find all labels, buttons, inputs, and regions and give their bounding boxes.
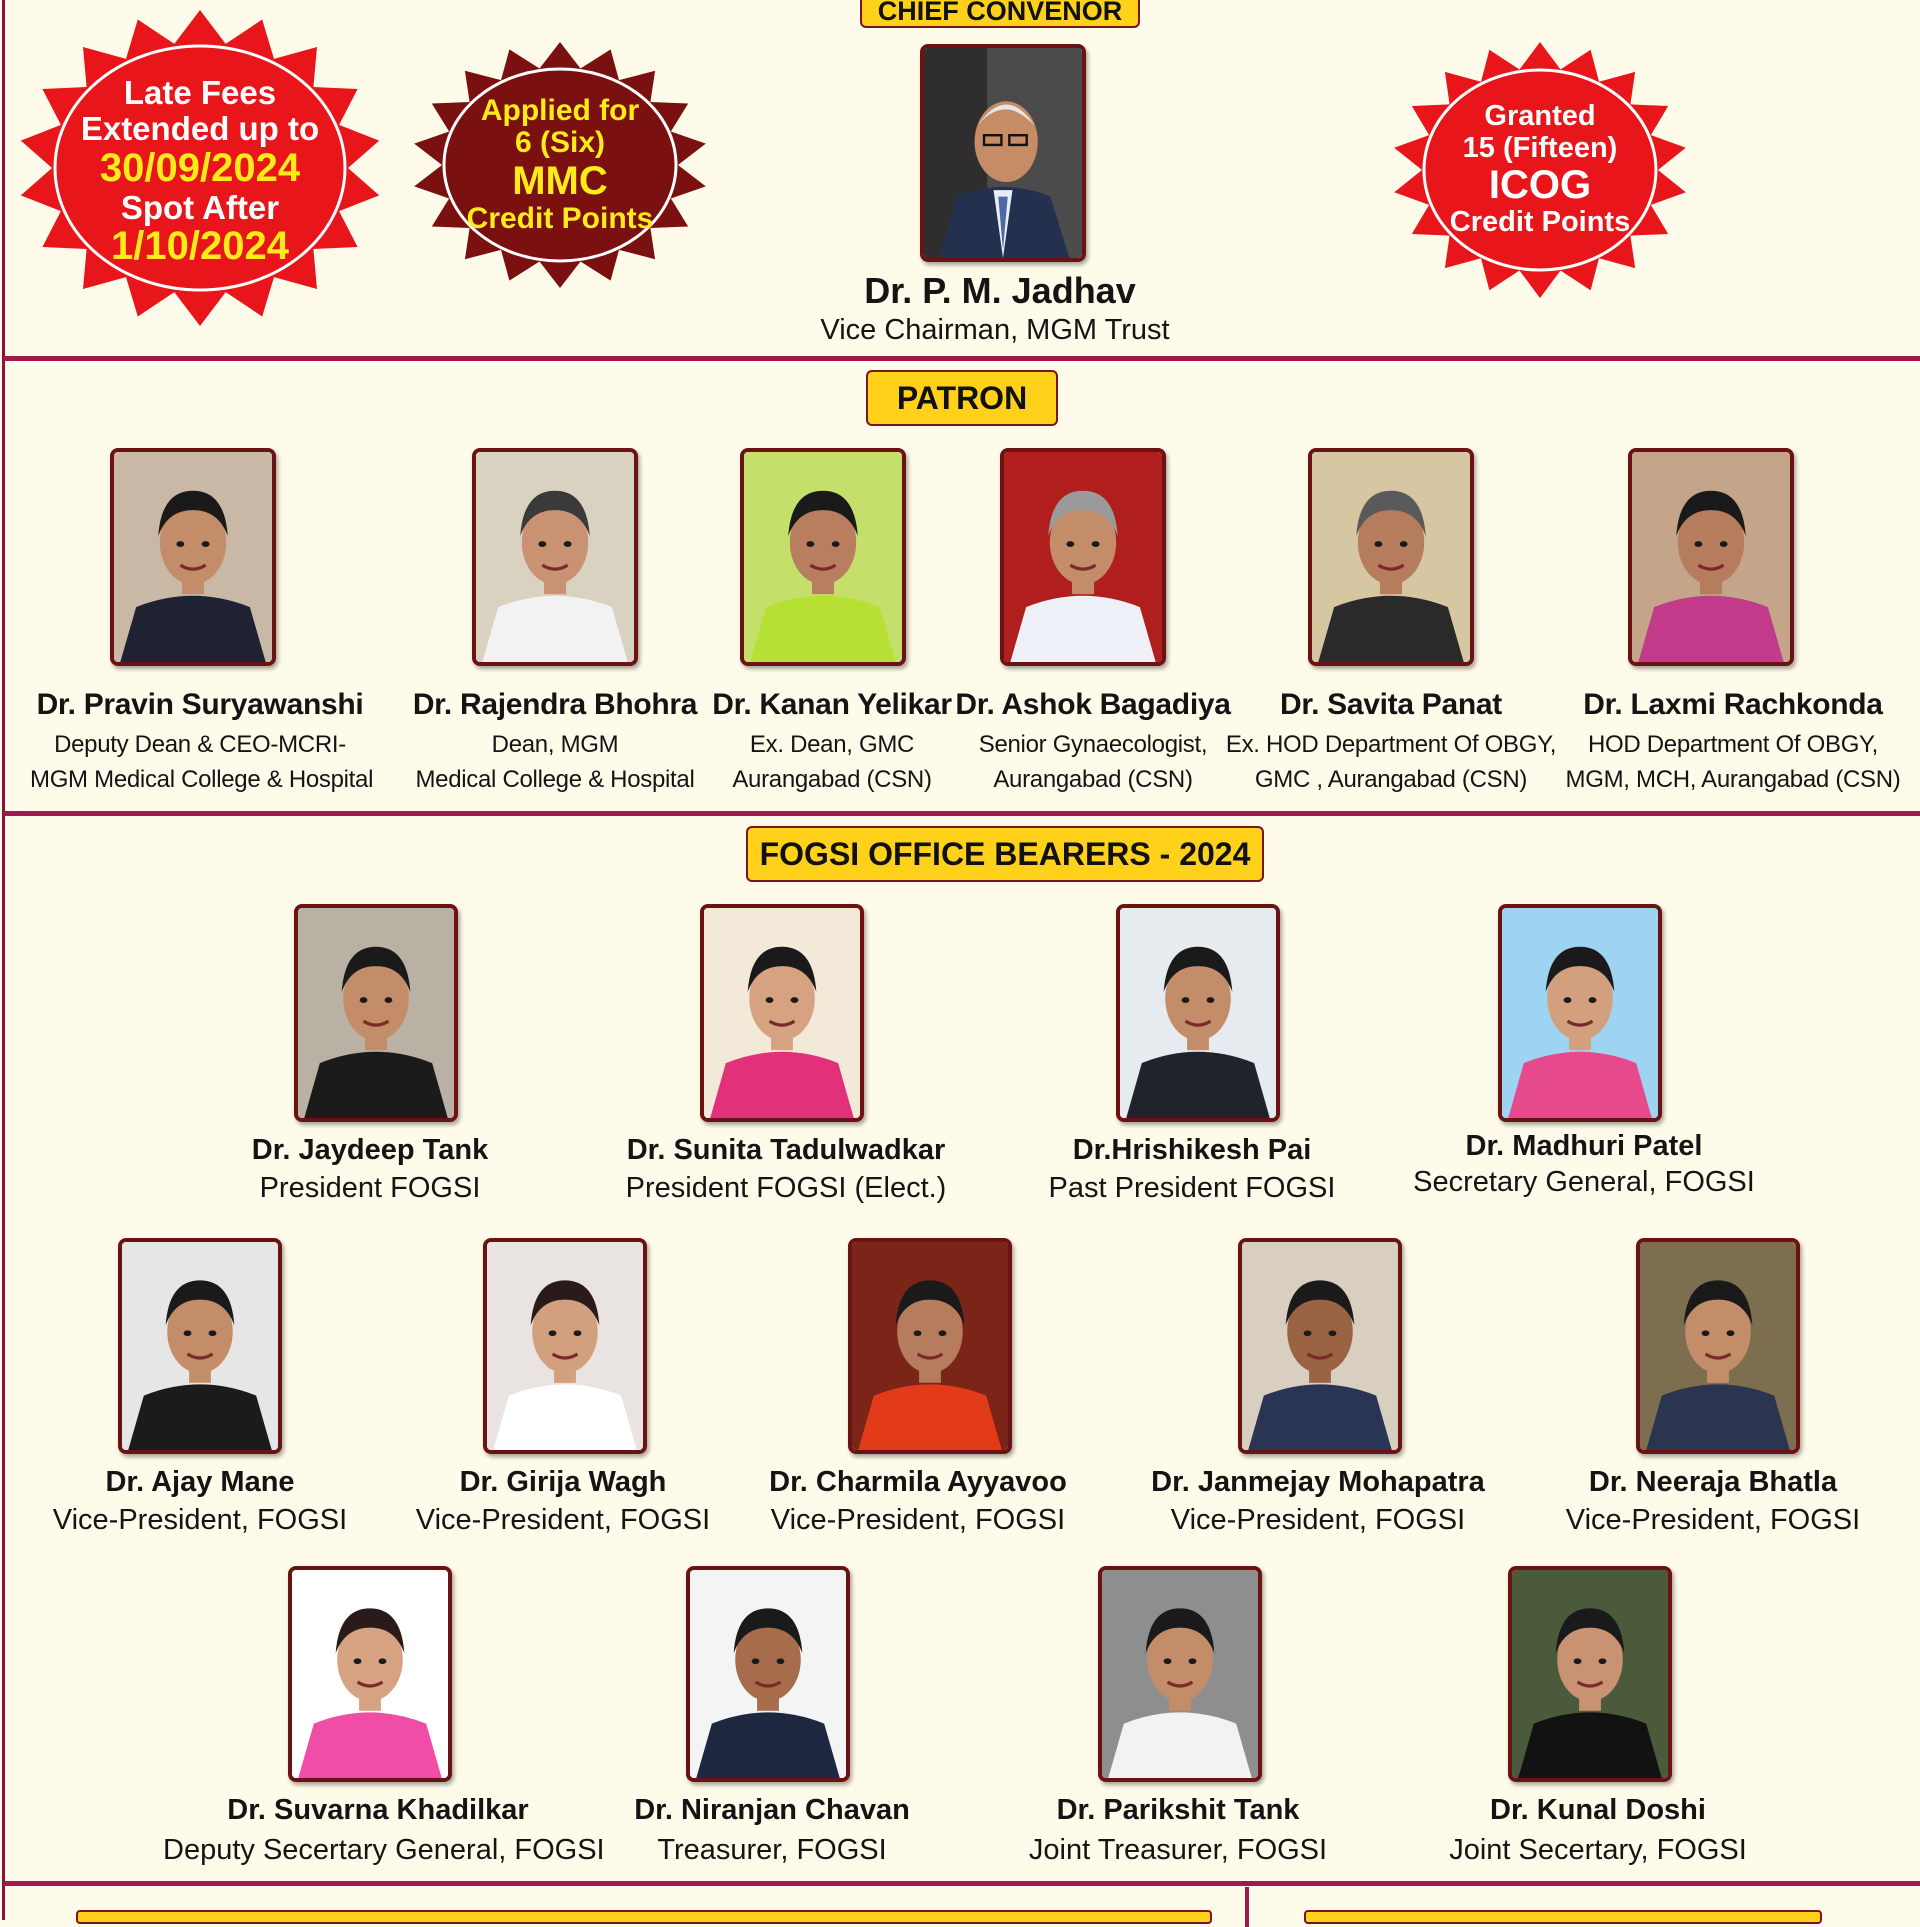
- late-fees-line3: Spot After: [120, 188, 280, 226]
- left-border: [2, 0, 5, 1920]
- mmc-credit-badge: [410, 40, 710, 290]
- patron-label: [866, 370, 1058, 426]
- fogsi-r3-name-1: Dr. Suvarna Khadilkar: [227, 1794, 529, 1826]
- fogsi-r1-name-1: Dr. Jaydeep Tank: [251, 1134, 489, 1166]
- fogsi-r2-photo-5: [1636, 1238, 1800, 1454]
- fogsi-r2-name-1: Dr. Ajay Mane: [105, 1466, 295, 1498]
- bottom-right-label-box: [1304, 1910, 1822, 1924]
- section-divider-1: [4, 356, 1920, 361]
- fogsi-r1-role-2: President FOGSI (Elect.): [625, 1172, 947, 1204]
- chief-convenor-label: [860, 0, 1140, 28]
- patron-photo-5: [1308, 448, 1474, 666]
- patron-name-6: Dr. Laxmi Rachkonda: [1583, 688, 1883, 721]
- patron-role-3-2: Aurangabad (CSN): [732, 766, 932, 793]
- fogsi-r2-role-4: Vice-President, FOGSI: [1170, 1504, 1466, 1536]
- patron-role-2-2: Medical College & Hospital: [415, 766, 695, 793]
- fogsi-r2-name-5: Dr. Neeraja Bhatla: [1588, 1466, 1838, 1498]
- fogsi-r2-role-3: Vice-President, FOGSI: [770, 1504, 1066, 1536]
- late-fees-line1: Late Fees: [123, 74, 277, 112]
- fogsi-r2-photo-1: [118, 1238, 282, 1454]
- fogsi-r2-role-1: Vice-President, FOGSI: [52, 1504, 348, 1536]
- patron-photo-3: [740, 448, 906, 666]
- patron-name-5: Dr. Savita Panat: [1280, 688, 1502, 721]
- fogsi-r1-role-1: President FOGSI: [259, 1172, 481, 1204]
- fogsi-r1-photo-4: [1498, 904, 1662, 1122]
- late-fees-line2: Extended up to: [80, 110, 320, 147]
- patron-role-1-1: Deputy Dean & CEO-MCRI-: [54, 731, 346, 758]
- patron-label-text: PATRON: [896, 380, 1028, 416]
- patron-role-5-1: Ex. HOD Department Of OBGY,: [1225, 731, 1557, 758]
- section-divider-2: [4, 811, 1920, 816]
- fogsi-r2-name-4: Dr. Janmejay Mohapatra: [1151, 1466, 1485, 1498]
- fogsi-r3-role-3: Joint Treasurer, FOGSI: [1028, 1834, 1328, 1866]
- fogsi-r1-photo-2: [700, 904, 864, 1122]
- icog-line2: 15 (Fifteen): [1462, 131, 1618, 164]
- patron-name-4: Dr. Ashok Bagadiya: [955, 688, 1231, 721]
- fogsi-r3-photo-1: [288, 1566, 452, 1782]
- fogsi-r1-name-2: Dr. Sunita Tadulwadkar: [626, 1134, 946, 1166]
- patron-name-1: Dr. Pravin Suryawanshi: [36, 688, 364, 721]
- patron-role-2-1: Dean, MGM: [491, 731, 619, 758]
- fogsi-label-text: FOGSI OFFICE BEARERS - 2024: [759, 836, 1251, 872]
- fogsi-r3-name-2: Dr. Niranjan Chavan: [634, 1794, 910, 1826]
- fogsi-r3-photo-3: [1098, 1566, 1262, 1782]
- icog-line3: ICOG: [1488, 163, 1592, 208]
- icog-credit-badge: [1390, 40, 1690, 300]
- patron-role-4-1: Senior Gynaecologist,: [978, 731, 1208, 758]
- fogsi-r2-role-5: Vice-President, FOGSI: [1565, 1504, 1861, 1536]
- chief-convenor-role: Vice Chairman, MGM Trust: [820, 314, 1170, 346]
- fogsi-r2-photo-4: [1238, 1238, 1402, 1454]
- section-divider-3: [4, 1881, 1920, 1886]
- patron-role-4-2: Aurangabad (CSN): [993, 766, 1193, 793]
- bottom-left-label-box: [76, 1910, 1212, 1924]
- icog-line4: Credit Points: [1449, 206, 1631, 239]
- fogsi-r2-photo-2: [483, 1238, 647, 1454]
- fogsi-r2-name-3: Dr. Charmila Ayyavoo: [769, 1466, 1067, 1498]
- mmc-line2: 6 (Six): [514, 126, 606, 160]
- mmc-line1: Applied for: [480, 93, 640, 127]
- late-fees-date1: 30/09/2024: [99, 145, 301, 190]
- patron-role-6-1: HOD Department Of OBGY,: [1587, 731, 1879, 758]
- fogsi-r3-name-4: Dr. Kunal Doshi: [1490, 1794, 1706, 1826]
- fogsi-r3-photo-2: [686, 1566, 850, 1782]
- chief-convenor-photo: [920, 44, 1086, 262]
- late-fees-badge: [15, 8, 385, 328]
- fogsi-r2-role-2: Vice-President, FOGSI: [415, 1504, 711, 1536]
- fogsi-r1-photo-3: [1116, 904, 1280, 1122]
- patron-role-6-2: MGM, MCH, Aurangabad (CSN): [1565, 766, 1901, 793]
- fogsi-r3-role-1: Deputy Secertary General, FOGSI: [163, 1834, 605, 1866]
- mmc-line4: Credit Points: [466, 201, 654, 235]
- fogsi-label: [746, 826, 1264, 882]
- bottom-column-divider: [1245, 1887, 1249, 1927]
- patron-name-2: Dr. Rajendra Bhohra: [412, 688, 698, 721]
- fogsi-r1-role-4: Secretary General, FOGSI: [1413, 1166, 1755, 1198]
- fogsi-r1-name-3: Dr.Hrishikesh Pai: [1072, 1134, 1312, 1166]
- chief-convenor-name: Dr. P. M. Jadhav: [864, 270, 1136, 311]
- patron-name-3: Dr. Kanan Yelikar: [712, 688, 952, 721]
- fogsi-r2-name-2: Dr. Girija Wagh: [459, 1466, 667, 1498]
- patron-role-3-1: Ex. Dean, GMC: [749, 731, 915, 758]
- fogsi-r1-role-3: Past President FOGSI: [1048, 1172, 1336, 1204]
- fogsi-r3-photo-4: [1508, 1566, 1672, 1782]
- icog-line1: Granted: [1484, 100, 1596, 133]
- fogsi-r1-photo-1: [294, 904, 458, 1122]
- mmc-line3: MMC: [512, 158, 608, 203]
- patron-role-1-2: MGM Medical College & Hospital: [30, 766, 374, 793]
- patron-role-5-2: GMC , Aurangabad (CSN): [1254, 766, 1528, 793]
- patron-photo-1: [110, 448, 276, 666]
- late-fees-date2: 1/10/2024: [111, 224, 289, 269]
- fogsi-r2-photo-3: [848, 1238, 1012, 1454]
- patron-photo-4: [1000, 448, 1166, 666]
- patron-photo-6: [1628, 448, 1794, 666]
- fogsi-r3-name-3: Dr. Parikshit Tank: [1056, 1794, 1300, 1826]
- fogsi-r3-role-4: Joint Secertary, FOGSI: [1449, 1834, 1747, 1866]
- fogsi-r1-name-4: Dr. Madhuri Patel: [1465, 1130, 1703, 1162]
- chief-convenor-label-text: CHIEF CONVENOR: [877, 0, 1123, 26]
- patron-photo-2: [472, 448, 638, 666]
- fogsi-r3-role-2: Treasurer, FOGSI: [657, 1834, 887, 1866]
